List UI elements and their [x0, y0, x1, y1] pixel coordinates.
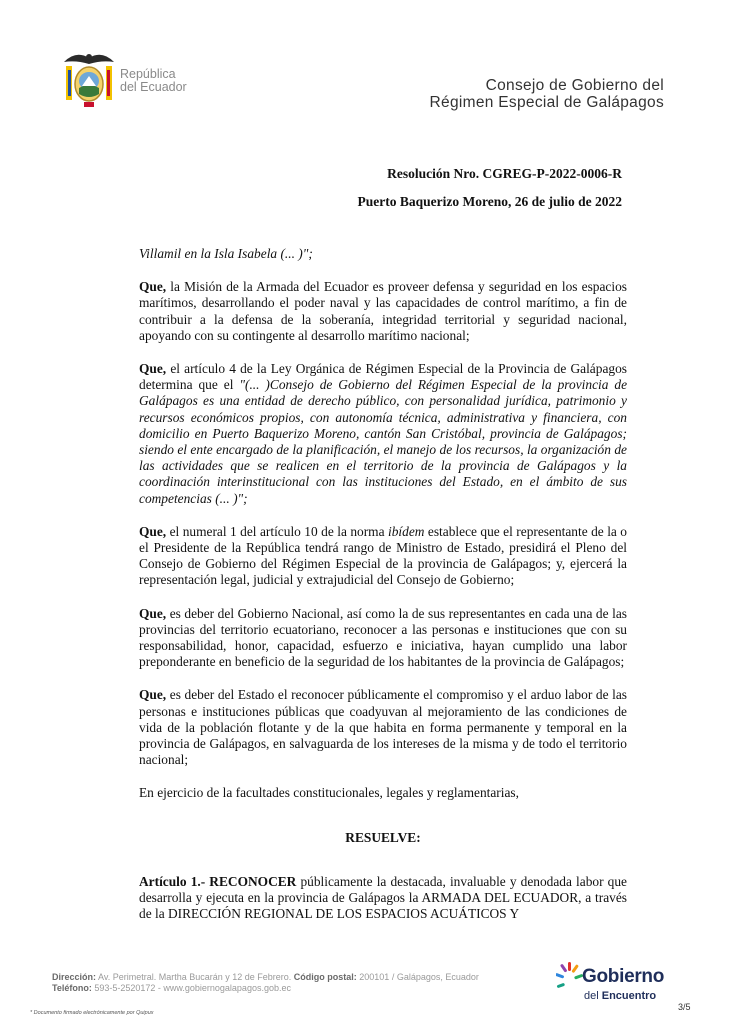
postal-value: 200101 / Galápagos, Ecuador [356, 972, 479, 982]
republica-line-2: del Ecuador [120, 80, 187, 94]
resolution-place-date: Puerto Baquerizo Moreno, 26 de julio de 2022 [357, 194, 622, 209]
document-body [139, 246, 627, 940]
postal-label: Código postal: [293, 972, 357, 982]
paragraph-3-ibidem: ibídem [388, 523, 425, 539]
que-label: Que, [139, 279, 167, 295]
direccion-value: Av. Perimetral. Martha Bucarán y 12 de Febrero. [96, 972, 294, 982]
paragraph-3 [139, 524, 627, 589]
del-encuentro-word [584, 990, 656, 1002]
del-word: del [584, 990, 602, 1002]
color-burst-icon [556, 960, 584, 1000]
consejo-line-1: Consejo de Gobierno del [485, 77, 664, 94]
que-label: Que, [139, 605, 167, 621]
paragraph-0 [139, 246, 627, 262]
republica-text [120, 68, 230, 94]
encuentro-word: Encuentro [601, 990, 657, 1002]
paragraph-6: En ejercicio de la facultades constitucionales, legales y reglamentarias, [139, 785, 519, 801]
paragraph-4-text: es deber del Gobierno Nacional, así como la de sus representantes en cada una de las provincias del territorio ecuatoriano, reconocer a las personas e instituciones que con su responsabilidad, honor, capacidad, esfuerzo e iniciativa, hayan cumplido una labor preponderante en beneficio de la seguridad de los habitantes de la provincia de Galápagos; [139, 605, 627, 670]
gobierno-encuentro-logo [556, 960, 668, 1010]
footer-info [52, 972, 479, 994]
article-1-label: Artículo 1.- RECONOCER [139, 873, 297, 889]
que-label: Que, [139, 687, 167, 703]
paragraph-4 [139, 606, 627, 671]
republica-line-1: República [120, 67, 176, 81]
footer-address [52, 972, 479, 983]
resuelve-heading: RESUELVE: [345, 829, 421, 845]
article-1 [139, 874, 627, 923]
consejo-header [430, 77, 664, 111]
paragraph-3-text-a: el numeral 1 del artículo 10 de la norma [166, 523, 388, 539]
paragraph-2-quote: "(... )Consejo de Gobierno del Régimen Especial de la provincia de Galápagos es una entidad de derecho público, con personalidad jurídica, patrimonio y recursos económicos propios, con autonomía técnica, administrativa y financiera, con domicilio en Puerto Baquerizo Moreno, cantón San Cristóbal, provincia de Galápagos; siendo el ente encargado de la planificación, el manejo de los recursos, la organización de las actividades que se realicen en el territorio de la provincia de Galápagos y la coordinación interinstitucional con las instituciones del Estado, en el ámbito de sus competencias (... )"; [139, 377, 628, 506]
paragraph-2-text: el artículo 4 de la Ley Orgánica de Régimen Especial de la Provincia de Galápagos determina que el [139, 361, 627, 393]
footer-phone [52, 983, 479, 994]
paragraph-5 [139, 687, 627, 768]
direccion-label: Dirección: [52, 972, 97, 982]
paragraph-1-text: la Misión de la Armada del Ecuador es proveer defensa y seguridad en los espacios marítimos, desarrollando el poder naval y las capacidades de control marítimo, a fin de contribuir a la defensa de la soberanía, integridad territorial y seguridad nacional, apoyando con su contingente al desarrollo marítimo nacional; [139, 279, 627, 343]
signature-note: * Documento firmado electrónicamente por Quipux [30, 1010, 154, 1016]
telefono-label: Teléfono: [52, 983, 92, 993]
paragraph-1 [139, 279, 627, 344]
republica-logo [62, 48, 212, 110]
paragraph-3-text-b: establece que el representante de la o el Presidente de la República tendrá rango de Ministro de Estado, presidirá el Pleno del Consejo de Gobierno del Régimen Especial de la provincia de Galápagos; y, ejercerá la representación legal, judicial y extrajudicial del Consejo de Gobierno; [139, 523, 627, 588]
consejo-line-2: Régimen Especial de Galápagos [429, 94, 664, 111]
ecuador-coat-of-arms-icon [62, 48, 116, 110]
paragraph-0-text: Villamil en la Isla Isabela (... )"; [139, 246, 313, 261]
paragraph-2 [139, 361, 627, 507]
gobierno-word: Gobierno [582, 966, 665, 987]
article-1-text: públicamente la destacada, invaluable y denodada labor que desarrolla y ejecuta en la provincia de Galápagos la ARMADA DEL ECUADOR, a través de la DIRECCIÓN REGIONAL DE LOS ESPACIOS ACUÁTICOS Y [139, 873, 627, 922]
que-label: Que, [139, 361, 167, 377]
paragraph-5-text: es deber del Estado el reconocer públicamente el compromiso y el arduo labor de las personas e instituciones públicas que coadyuvan al mejoramiento de las condiciones de vida de la población flotante y de la que habita en forma permanente y temporal en la provincia de Galápagos, en salvaguarda de los intereses de la misma y de todo el territorio nacional; [139, 687, 627, 768]
resolution-number: Resolución Nro. CGREG-P-2022-0006-R [387, 166, 622, 181]
telefono-value: 593-5-2520172 - www.gobiernogalapagos.gob.ec [91, 983, 291, 993]
page-number: 3/5 [678, 1002, 691, 1012]
que-label: Que, [139, 523, 167, 539]
